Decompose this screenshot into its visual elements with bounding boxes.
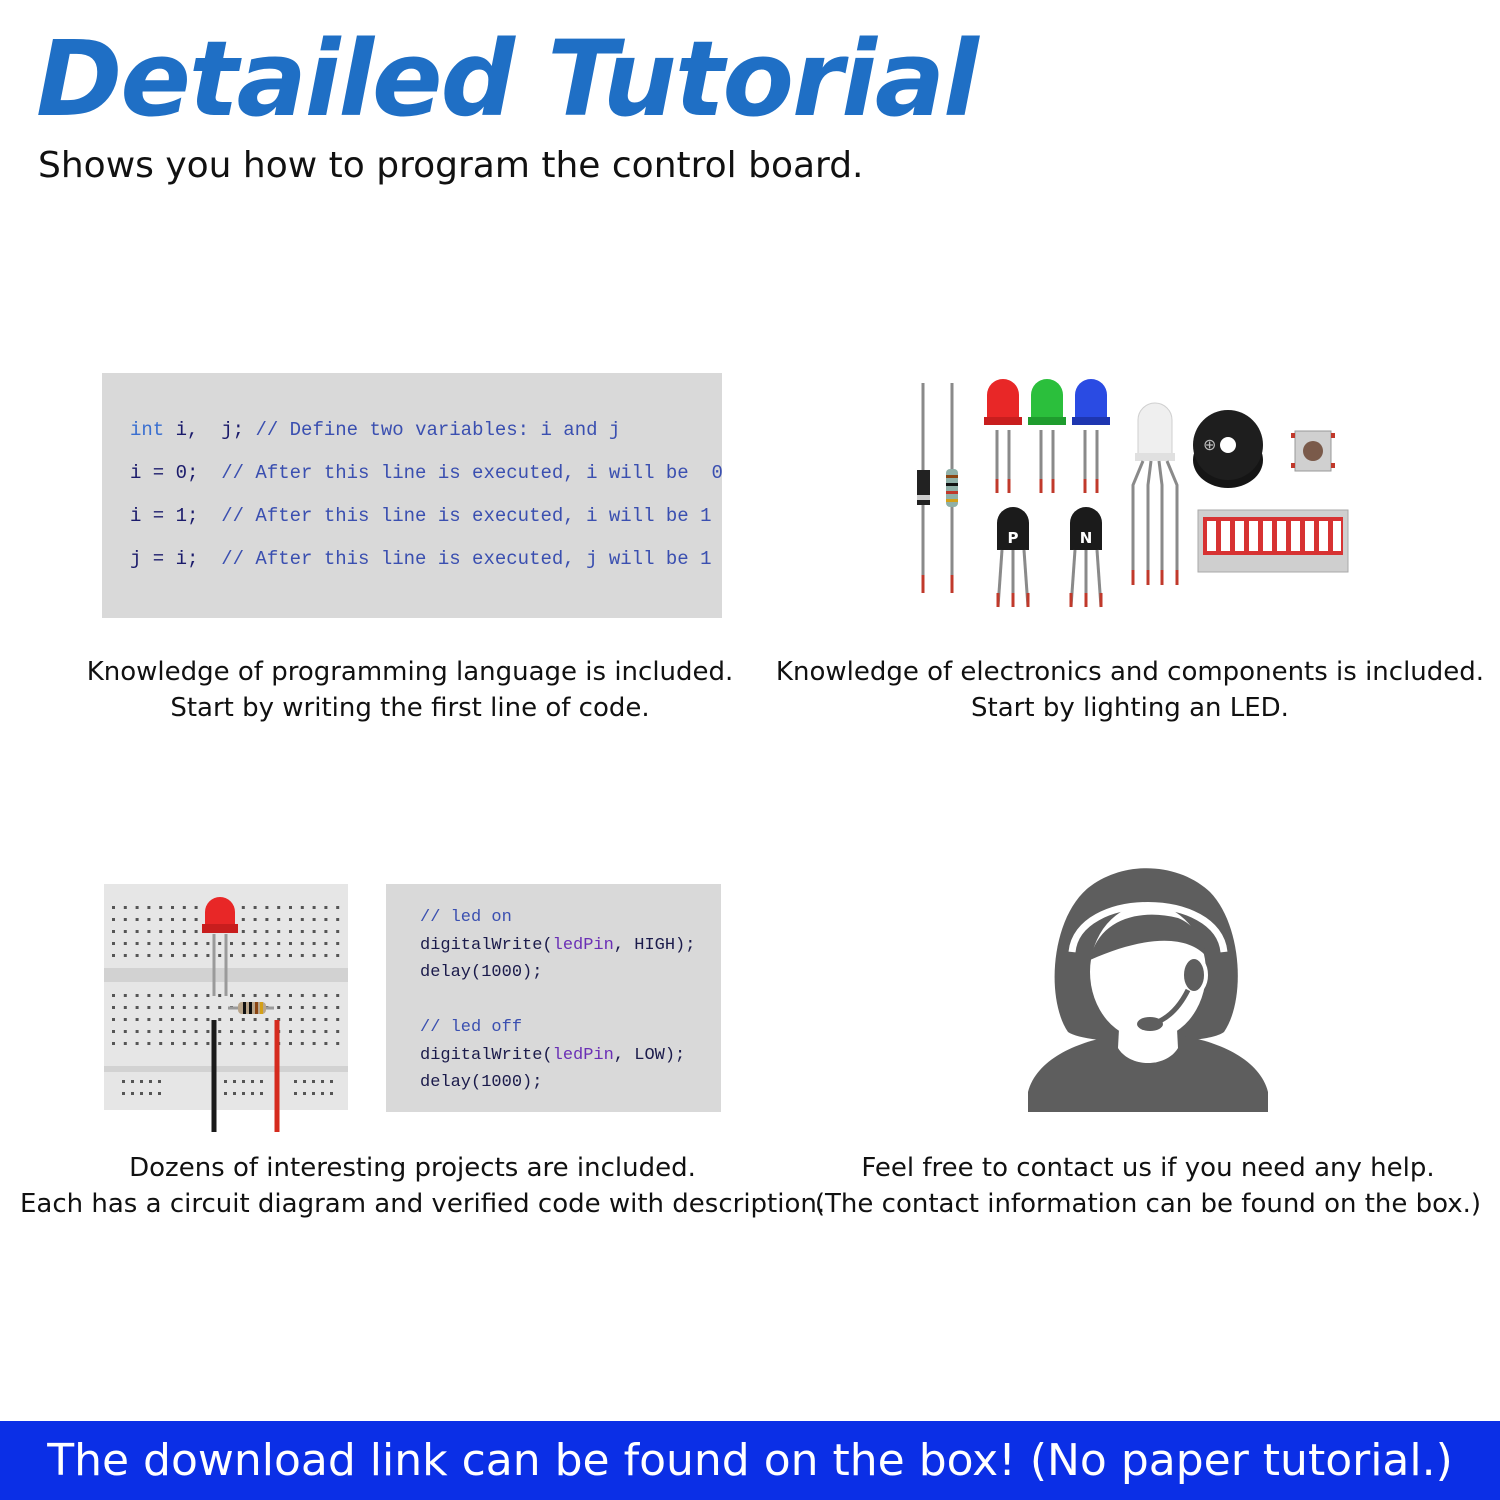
caption-line: Start by lighting an LED. <box>971 693 1289 723</box>
support-caption <box>808 1150 1488 1222</box>
download-banner: The download link can be found on the box! (No paper tutorial.) <box>0 1421 1500 1500</box>
code-text: i = 0; <box>130 462 222 484</box>
diode-icon <box>917 383 930 593</box>
code-line <box>420 932 721 960</box>
transistor-p-label: P <box>1007 529 1019 547</box>
breadboard-circuit-diagram <box>104 884 349 1134</box>
code-text: digitalWrite( <box>420 935 553 955</box>
code-line <box>130 501 722 544</box>
green-led-icon <box>1028 379 1066 493</box>
code-line <box>130 458 722 501</box>
code-comment: // After this line is executed, j will be 1 <box>221 548 712 570</box>
code-comment: // After this line is executed, i will be 1 <box>221 505 712 527</box>
caption-line: Knowledge of electronics and components is included. <box>775 657 1485 687</box>
caption-line: Each has a circuit diagram and verified code with description. <box>20 1189 826 1219</box>
programming-caption <box>60 654 760 726</box>
electronic-components-illustration <box>905 375 1355 615</box>
projects-caption <box>20 1150 826 1222</box>
caption-line: (The contact information can be found on the box.) <box>814 1189 1482 1219</box>
code-text: , LOW); <box>613 1045 686 1065</box>
code-line: delay(1000); <box>420 963 543 982</box>
code-spacer <box>420 987 721 1015</box>
code-text: digitalWrite( <box>420 1045 553 1065</box>
code-text: , HIGH); <box>613 935 696 955</box>
electronics-caption <box>770 654 1490 726</box>
rgb-led-icon <box>1133 403 1177 585</box>
caption-line: Start by writing the first line of code. <box>170 693 650 723</box>
caption-line: Dozens of interesting projects are included. <box>129 1153 696 1183</box>
red-led-icon <box>984 379 1022 493</box>
code-text: i, j; <box>164 419 256 441</box>
headset-agent-icon <box>1028 860 1268 1112</box>
code-line: delay(1000); <box>420 1073 543 1092</box>
transistor-n-label: N <box>1079 529 1093 547</box>
svg-text:⊕: ⊕ <box>1203 435 1217 454</box>
code-comment: // led off <box>420 1018 523 1037</box>
page-subtitle: Shows you how to program the control board. <box>38 145 864 186</box>
page-title: Detailed Tutorial <box>36 18 977 140</box>
code-line <box>130 544 722 587</box>
project-code-panel <box>386 884 721 1112</box>
code-line <box>420 1042 721 1070</box>
code-comment: // led on <box>420 908 512 927</box>
code-identifier: ledPin <box>552 935 614 955</box>
code-sample-panel <box>102 373 722 618</box>
code-comment: // After this line is executed, i will be 0 <box>221 462 723 484</box>
caption-line: Feel free to contact us if you need any help. <box>861 1153 1435 1183</box>
push-button-icon <box>1291 431 1335 471</box>
resistor-icon <box>946 383 958 593</box>
code-text: j = i; <box>130 548 222 570</box>
npn-transistor-icon <box>1070 507 1102 607</box>
code-line <box>130 415 722 458</box>
caption-line: Knowledge of programming language is included. <box>86 657 734 687</box>
code-text: i = 1; <box>130 505 222 527</box>
code-identifier: ledPin <box>552 1045 614 1065</box>
code-keyword: int <box>130 419 165 441</box>
code-comment: // Define two variables: i and j <box>255 419 621 441</box>
buzzer-icon <box>1193 410 1263 488</box>
pnp-transistor-icon <box>997 507 1029 607</box>
blue-led-icon <box>1072 379 1110 493</box>
led-bar-graph-icon <box>1198 510 1348 572</box>
